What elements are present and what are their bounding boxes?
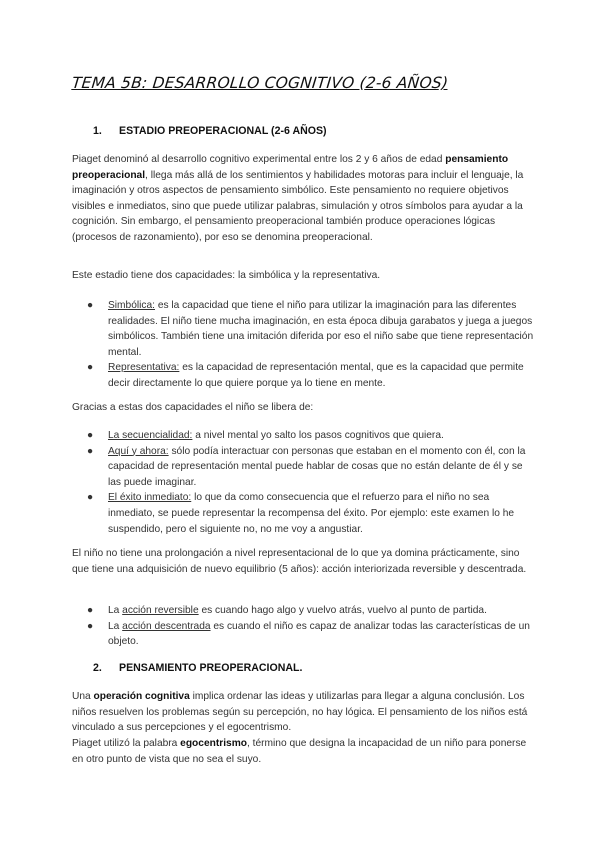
capacities-list xyxy=(87,298,537,392)
paragraph-intro-bold: pensamiento preoperacional xyxy=(72,154,509,181)
paragraph-intro-text-b: , llega más allá de los sentimientos y habilidades motoras para incluir el lenguaje, la imaginación y otros aspectos de pensamiento simbólico. Este pensamiento no requiere objetivos visibles e inmediatos, sino que puede utilizar palabras, simulación y otros símbolos para ayudar a la cognición. Sin embargo, el pensamiento preoperacional también produce operaciones lógicas (procesos de razonamiento), por eso se denomina preoperacional. xyxy=(72,169,524,243)
list-item-text: es cuando el niño es capaz de analizar todas las características de un objeto. xyxy=(108,620,530,648)
bullet-icon: ● xyxy=(87,620,94,632)
bullet-icon: ● xyxy=(87,362,94,374)
list-item-text: lo que da como consecuencia que el refuerzo para el niño no sea inmediato, se puede representar la recompensa del éxito. Por ejemplo: este examen lo he suspendido, pero el siguiente no, no me voy a angustiar. xyxy=(108,492,515,535)
section-2-title: PENSAMIENTO PREOPERACIONAL. xyxy=(119,662,303,674)
paragraph-egocentrism-text-b: , término que designa la incapacidad de un niño para ponerse en otro punto de vista que no sea el suyo. xyxy=(72,738,527,765)
bullet-icon: ● xyxy=(87,300,94,311)
section-2-heading xyxy=(93,662,302,674)
paragraph-equilibrium: El niño no tiene una prolongación a nivel representacional de lo que ya domina prácticamente, sino que tiene una adquisición de nuevo equilibrio (5 años): acción interiorizada reversible y descentrada. xyxy=(72,548,527,575)
list-item xyxy=(87,298,537,360)
section-1-title: ESTADIO PREOPERACIONAL (2-6 AÑOS) xyxy=(119,125,327,137)
bullet-icon: ● xyxy=(87,445,94,457)
list-item xyxy=(87,619,537,650)
list-item-term: El éxito inmediato: xyxy=(108,492,192,504)
paragraph-capacities: Este estadio tiene dos capacidades: la simbólica y la representativa. xyxy=(72,270,381,281)
liberation-list xyxy=(87,428,537,537)
bullet-icon: ● xyxy=(87,430,94,441)
list-item-text: es cuando hago algo y vuelvo atrás, vuelvo al punto de partida. xyxy=(198,605,487,616)
list-item-prefix: La xyxy=(108,620,123,632)
list-item-term: Aquí y ahora: xyxy=(108,445,169,457)
section-1-number: 1. xyxy=(93,125,102,137)
list-item-text: es la capacidad que tiene el niño para utilizar la imaginación para las diferentes realidades. El niño tiene mucha imaginación, en esta época dibuja garabatos y juega a juegos simbólicos. También tiene una imitación diferida por eso el niño sabe que tiene representación mental. xyxy=(108,300,534,358)
paragraph-operation-text-b: implica ordenar las ideas y utilizarlas para llegar a alguna conclusión. Los niños resuelven los problemas según su percepción, no hay lógica. El pensamiento de los niños está vinculado a sus percepciones y el egocentrismo. xyxy=(72,691,528,734)
list-item-prefix: La xyxy=(108,605,123,616)
list-item-text: a nivel mental yo salto los pasos cognitivos que quiera. xyxy=(192,430,444,441)
list-item xyxy=(87,360,537,391)
paragraph-operation-bold: operación cognitiva xyxy=(93,691,190,702)
bullet-icon: ● xyxy=(87,492,94,504)
bullet-icon: ● xyxy=(87,605,94,616)
list-item-term: acción descentrada xyxy=(122,620,211,632)
paragraph-operation xyxy=(72,689,532,736)
list-item-text: sólo podía interactuar con personas que estaban en el momento con él, con la capacidad de representación mental puede hablar de cosas que no están delante de él y se las puede imaginar. xyxy=(108,445,526,488)
list-item xyxy=(87,603,537,619)
list-item-term: La secuencialidad: xyxy=(108,430,193,441)
actions-list xyxy=(87,603,537,650)
list-item xyxy=(87,444,537,491)
list-item xyxy=(87,490,537,537)
list-item-term: Simbólica: xyxy=(108,300,155,311)
list-item-term: acción reversible xyxy=(122,605,199,616)
list-item-term: Representativa: xyxy=(108,362,180,374)
paragraph-liberation: Gracias a estas dos capacidades el niño se libera de: xyxy=(72,402,314,413)
document-title: TEMA 5B: DESARROLLO COGNITIVO (2-6 AÑOS) xyxy=(71,74,450,92)
paragraph-egocentrism-bold: egocentrismo xyxy=(180,738,247,749)
section-1-heading xyxy=(93,125,327,137)
section-2-number: 2. xyxy=(93,662,102,674)
paragraph-egocentrism-text-a: Piaget utilizó la palabra xyxy=(72,738,181,749)
paragraph-operation-text-a: Una xyxy=(72,691,94,702)
paragraph-egocentrism xyxy=(72,736,532,767)
paragraph-intro xyxy=(72,152,532,246)
list-item xyxy=(87,428,537,444)
paragraph-intro-text-a: Piaget denominó al desarrollo cognitivo experimental entre los 2 y 6 años de edad xyxy=(72,154,446,165)
list-item-text: es la capacidad de representación mental, que es la capacidad que permite decir directamente lo que quiere porque ya lo tiene en mente. xyxy=(108,362,524,389)
